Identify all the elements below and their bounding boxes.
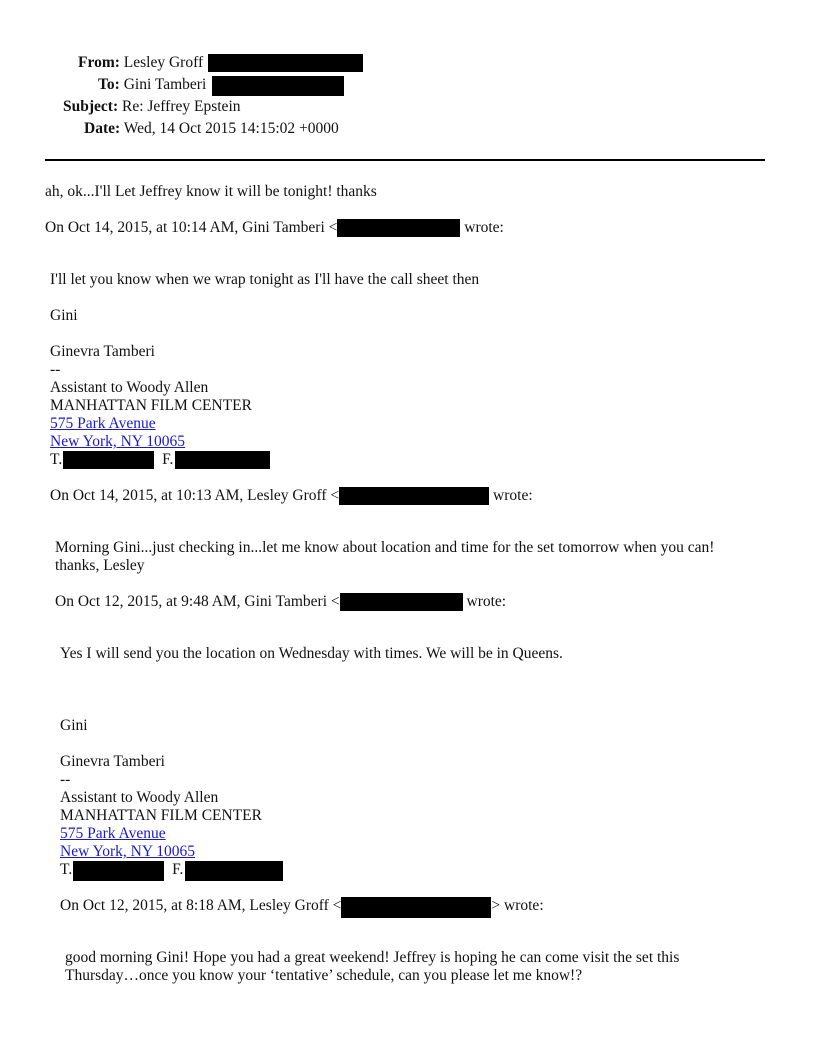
quote3-attribution (55, 593, 506, 611)
quote4-email-redaction (341, 897, 491, 918)
from-line (78, 54, 363, 72)
quote3-attribution-text: On Oct 12, 2015, at 9:48 AM, Gini Tamberi < (55, 593, 340, 610)
sig2-org: MANHATTAN FILM CENTER (60, 807, 262, 824)
quote1-email-redaction (337, 219, 460, 237)
sig1-name: Ginevra Tamberi (50, 343, 155, 360)
to-label: To: (98, 76, 120, 93)
quote2-text-line2: thanks, Lesley (55, 557, 145, 574)
date-line (84, 120, 339, 138)
quote4-attribution-text: On Oct 12, 2015, at 8:18 AM, Lesley Groff < (60, 897, 342, 914)
from-email-redaction (208, 54, 363, 72)
quote3-email-redaction (340, 593, 463, 611)
to-value: Gini Tamberi (123, 76, 207, 93)
subject-label: Subject: (63, 98, 119, 115)
header-divider (45, 159, 765, 161)
sig1-phone-line (50, 451, 270, 469)
quote4-wrote: > wrote: (491, 897, 544, 914)
sig2-address-link[interactable]: 575 Park Avenue (60, 825, 166, 842)
quote2-attribution-text: On Oct 14, 2015, at 10:13 AM, Lesley Groff < (50, 487, 340, 504)
reply-line: ah, ok...I'll Let Jeffrey know it will be tonight! thanks (45, 183, 377, 200)
from-label: From: (78, 54, 120, 71)
subject-value: Re: Jeffrey Epstein (121, 98, 241, 115)
subject-line (63, 98, 241, 116)
quote3-wrote: wrote: (466, 593, 507, 610)
sig1-address-link[interactable]: 575 Park Avenue (50, 415, 156, 432)
quote4-attribution (60, 897, 544, 918)
quote2-email-redaction (339, 487, 489, 505)
quote1-attribution (45, 219, 504, 237)
sig2-fax-redaction (185, 861, 283, 881)
sig2-phone-redaction (73, 861, 164, 881)
sig1-t-label: T. (50, 451, 63, 468)
sig2-phone-line (60, 861, 283, 881)
quote1-wrote: wrote: (464, 219, 504, 236)
quote1-sign: Gini (50, 307, 78, 324)
sig2-city-link[interactable]: New York, NY 10065 (60, 843, 196, 860)
quote2-text-line1: Morning Gini...just checking in...let me know about location and time for the set tomorrow when you can! (55, 539, 715, 556)
quote1-text: I'll let you know when we wrap tonight as I'll have the call sheet then (50, 271, 480, 288)
sig1-org: MANHATTAN FILM CENTER (50, 397, 252, 414)
quote2-wrote: wrote: (493, 487, 533, 504)
date-value: Wed, 14 Oct 2015 14:15:02 +0000 (123, 120, 339, 137)
sig1-city-link[interactable]: New York, NY 10065 (50, 433, 186, 450)
sig2-title: Assistant to Woody Allen (60, 789, 219, 806)
sig2-t-label: T. (60, 861, 73, 878)
sig1-fax-redaction (175, 451, 270, 469)
sig1-dash: -- (50, 361, 61, 378)
sig1-f-label: F. (162, 451, 174, 468)
sig2-dash: -- (60, 771, 71, 788)
quote1-attribution-text: On Oct 14, 2015, at 10:14 AM, Gini Tamberi < (45, 219, 338, 236)
to-email-redaction (212, 76, 344, 96)
from-value: Lesley Groff (123, 54, 204, 71)
sig1-title: Assistant to Woody Allen (50, 379, 209, 396)
quote3-text: Yes I will send you the location on Wednesday with times. We will be in Queens. (60, 645, 563, 662)
sig1-phone-redaction (63, 451, 154, 469)
quote3-sign: Gini (60, 717, 88, 734)
quote2-attribution (50, 487, 533, 505)
date-label: Date: (84, 120, 121, 137)
quote4-text-line2: Thursday…once you know your ‘tentative’ schedule, can you please let me know!? (65, 967, 583, 984)
to-line (98, 76, 344, 96)
sig2-name: Ginevra Tamberi (60, 753, 165, 770)
sig2-f-label: F. (172, 861, 184, 878)
quote4-text-line1: good morning Gini! Hope you had a great weekend! Jeffrey is hoping he can come visit the set this (65, 949, 680, 966)
